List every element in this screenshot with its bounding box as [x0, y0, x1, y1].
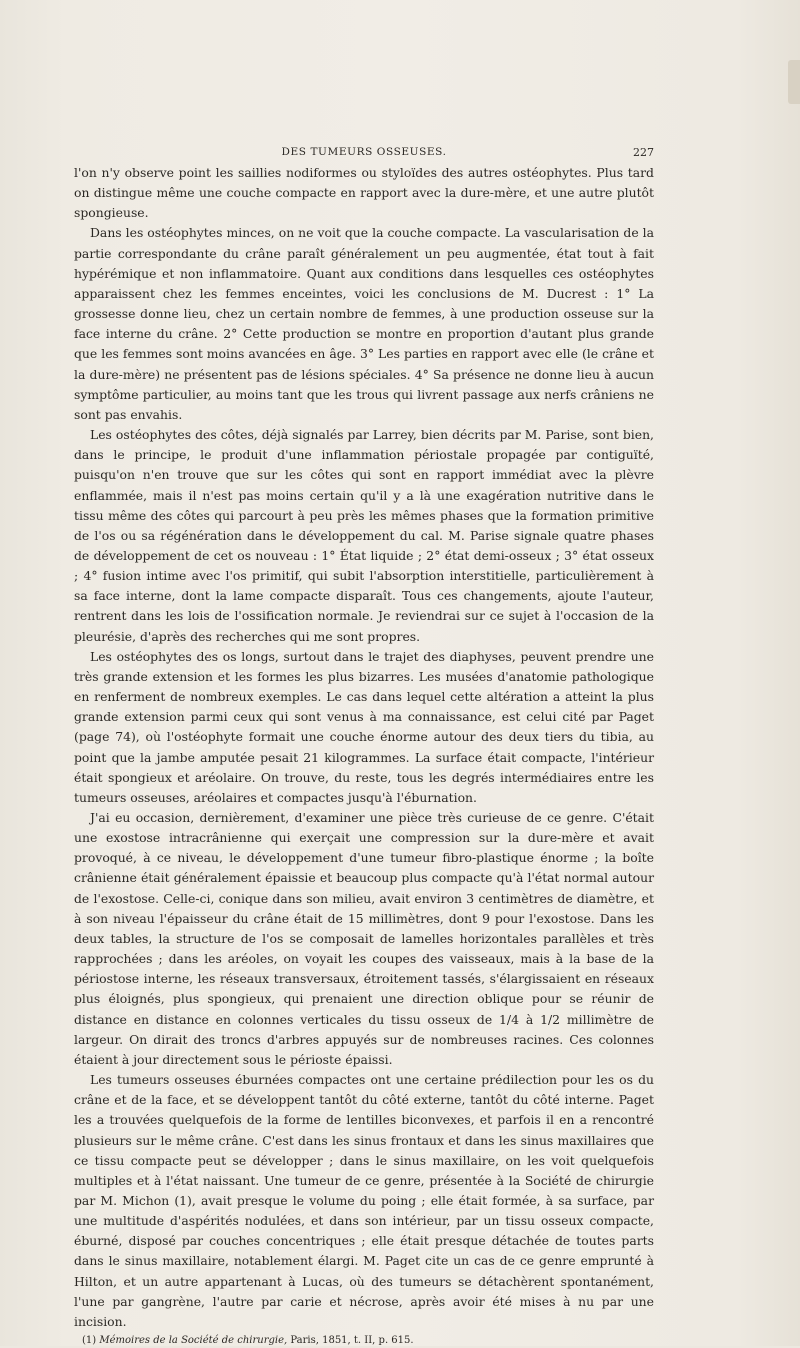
page-edge-mark: [788, 60, 800, 104]
paragraph: Dans les ostéophytes minces, on ne voit que la couche compacte. La vascularisation de la partie correspondante du crâne paraît généralement un peu augmentée, état tout à fait hypérémique et non inflammatoire. Quant aux conditions dans lesquelles ces ostéophytes apparaissent chez les femmes enceintes, voici les conclusions de M. Ducrest : 1° La grossesse donne lieu, chez un certain nombre de femmes, à une production osseuse sur la face interne du crâne. 2° Cette production se montre en proportion d'autant plus grande que les femmes sont moins avancées en âge. 3° Les parties en rapport avec elle (le crâne et la dure-mère) ne présentent pas de lésions spéciales. 4° Sa présence ne donne lieu à aucun symptôme particulier, au moins tant que les trous qui livrent passage aux nerfs crâniens ne sont pas envahis.: [74, 225, 654, 422]
running-title: DES TUMEURS OSSEUSES.: [281, 146, 447, 158]
paragraph: Les ostéophytes des os longs, surtout dans le trajet des diaphyses, peuvent prendre une très grande extension et les formes les plus bizarres. Les musées d'anatomie pathologique en renferment de nombreux exemples. Le cas dans lequel cette altération a atteint la plus grande extension parmi ceux qui sont venus à ma connaissance, est celui cité par Paget (page 74), où l'ostéophyte formait une couche énorme autour des deux tiers du tibia, au point que la jambe amputée pesait 21 kilogrammes. La surface était compacte, l'intérieur était spongieux et aréolaire. On trouve, du reste, tous les degrés intermédiaires entre les tumeurs osseuses, aréolaires et compactes jusqu'à l'éburnation.: [74, 648, 654, 805]
page-header: [74, 146, 654, 162]
paragraph: Les ostéophytes des côtes, déjà signalés par Larrey, bien décrits par M. Parise, sont bien, dans le principe, le produit d'une inflammation périostale propagée par contiguïté, puisqu'on n'en trouve que sur les côtes qui sont en rapport immédiat avec la plèvre enflammée, mais il n'est pas moins certain qu'il y a là une exagération nutritive dans le tissu même des côtes qui parcourt à peu près les mêmes phases que la formation primitive de l'os ou sa régénération dans le développement du cal. M. Parise signale quatre phases de développement de cet os nouveau : 1° État liquide ; 2° état demi-osseux ; 3° état osseux ; 4° fusion intime avec l'os primitif, qui subit l'absorption interstitielle, particulièrement à sa face interne, dont la lame compacte disparaît. Tous ces changements, ajoute l'auteur, rentrent dans les lois de l'ossification normale. Je reviendrai sur ce sujet à l'occasion de la pleurésie, d'après des recherches qui me sont propres.: [74, 427, 654, 644]
paragraph: l'on n'y observe point les saillies nodiformes ou styloïdes des autres ostéophytes. Plus tard on distingue même une couche compacte en rapport avec la dure-mère, et une autre plutôt spongieuse.: [74, 165, 654, 221]
footnote-title: Mémoires de la Société de chirurgie,: [99, 1335, 288, 1347]
footnote-marker: (1): [82, 1335, 97, 1347]
paragraph: J'ai eu occasion, dernièrement, d'examiner une pièce très curieuse de ce genre. C'était une exostose intracrânienne qui exerçait une compression sur la dure-mère et avait provoqué, à ce niveau, le développement d'une tumeur fibro-plastique énorme ; la boîte crânienne était généralement épaissie et beaucoup plus compacte qu'à l'état normal autour de l'exostose. Celle-ci, conique dans son milieu, avait environ 3 centimètres de diamètre, et à son niveau l'épaisseur du crâne était de 15 millimètres, dont 9 pour l'exostose. Dans les deux tables, la structure de l'os se composait de lamelles horizontales parallèles et très rapprochées ; dans les aréoles, on voyait les coupes des vaisseaux, mais à la base de la périostose interne, les réseaux transversaux, étroitement tassés, s'élargissaient en réseaux plus éloignés, plus spongieux, qui prenaient une direction oblique pour se réunir de distance en distance en colonnes verticales du tissu osseux de 1/4 à 1/2 millimètre de largeur. On dirait des troncs d'arbres appuyés sur de nombreuses racines. Ces colonnes étaient à jour directement sous le périoste épaissi.: [74, 810, 654, 1067]
paragraph: Les tumeurs osseuses éburnées compactes ont une certaine prédilection pour les os du crâne et de la face, et se développent tantôt du côté externe, tantôt du côté interne. Paget les a trouvées quelquefois de la forme de lentilles biconvexes, et parfois il en a rencontré plusieurs sur le même crâne. C'est dans les sinus frontaux et dans les sinus maxillaires que ce tissu compacte peut se développer ; dans le sinus maxillaire, on les voit quelquefois multiples et à l'état naissant. Une tumeur de ce genre, présentée à la Société de chirurgie par M. Michon (1), avait presque le volume du poing ; elle était formée, à sa surface, par une multitude d'aspérités nodulées, et dans son intérieur, par un tissu osseux compacte, éburné, disposé par couches concentriques ; elle était presque détachée de toutes parts dans le sinus maxillaire, notablement élargi. M. Paget cite un cas de ce genre emprunté à Hilton, et un autre appartenant à Lucas, où des tumeurs se détachèrent spontanément, l'une par gangrène, l'autre par carie et nécrose, après avoir été mises à nu par une incision.: [74, 1072, 654, 1329]
body-text: [74, 163, 654, 1348]
footnote-reference: Paris, 1851, t. II, p. 615.: [290, 1335, 414, 1347]
page-number: 227: [633, 146, 654, 159]
